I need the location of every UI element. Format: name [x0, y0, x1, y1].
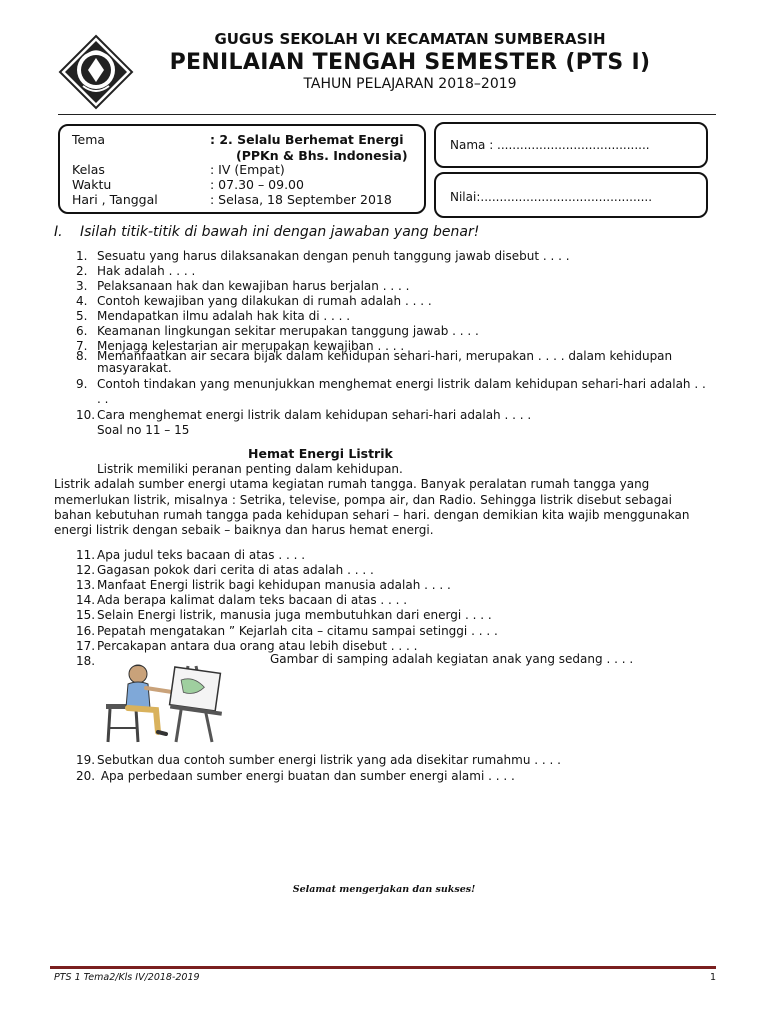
question-number: 7.: [76, 339, 88, 353]
section-heading: [54, 224, 479, 240]
question-text: Hak adalah . . . .: [97, 264, 196, 278]
question-item: [76, 408, 531, 422]
header-line-3: TAHUN PELAJARAN 2018–2019: [303, 76, 517, 92]
question-text: Mendapatkan ilmu adalah hak kita di . . . .: [97, 309, 351, 323]
page-number: 1: [710, 972, 717, 983]
question-item: [76, 324, 479, 338]
tema-value: : 2. Selalu Berhemat Energi: [210, 132, 404, 147]
question-item: [76, 769, 515, 783]
footer-left: PTS 1 Tema2/Kls IV/2018-2019: [54, 972, 200, 983]
question-item: [76, 309, 350, 323]
hari-value: : Selasa, 18 September 2018: [210, 192, 392, 207]
question-text: Sebutkan dua contoh sumber energi listrik yang ada disekitar rumahmu . . . .: [97, 753, 561, 767]
question-item: [76, 279, 409, 293]
waktu-value: : 07.30 – 09.00: [210, 177, 304, 192]
section-number: I.: [54, 224, 63, 240]
question-item: [76, 753, 561, 767]
question-item: [76, 654, 97, 668]
question-number: 3.: [76, 279, 88, 293]
question-number: 9.: [76, 377, 88, 391]
question-item: [76, 608, 492, 622]
question-text: Apa perbedaan sumber energi buatan dan sumber energi alami . . . .: [97, 768, 515, 783]
question-number: 15.: [76, 608, 96, 623]
question-text: Manfaat Energi listrik bagi kehidupan manusia adalah . . . .: [97, 578, 451, 593]
question-item: [76, 548, 305, 562]
question-text: Gagasan pokok dari cerita di atas adalah . . . .: [97, 563, 374, 578]
question-number: 10.: [76, 408, 96, 422]
question-number: 6.: [76, 324, 88, 338]
footer-divider: [50, 966, 716, 969]
question-number: 4.: [76, 294, 88, 308]
reading-line: Listrik adalah sumber energi utama kegiatan rumah tangga. Banyak peralatan rumah tangga yang: [54, 477, 650, 492]
question-number: 2.: [76, 264, 88, 278]
question-text: Pepatah mengatakan ” Kejarlah cita – citamu sampai setinggi . . . .: [97, 623, 498, 638]
question-item: [76, 624, 498, 638]
question-number: 1.: [76, 249, 88, 263]
question-item: [76, 249, 570, 263]
tema-label: Tema: [72, 132, 106, 147]
question-number: 5.: [76, 309, 88, 323]
question-number: 14.: [76, 593, 96, 608]
closing-note: Selamat mengerjakan dan sukses!: [292, 884, 476, 895]
kelas-value: : IV (Empat): [210, 162, 285, 177]
header-line-1: GUGUS SEKOLAH VI KECAMATAN SUMBERASIH: [214, 30, 606, 48]
question-number: 16.: [76, 623, 96, 638]
question-number: 12.: [76, 563, 96, 578]
question-number: 20.: [76, 768, 96, 783]
child-painting-illustration-icon: [100, 658, 230, 744]
waktu-label: Waktu: [72, 177, 112, 192]
nilai-field[interactable]: Nilai:.............................................: [434, 172, 708, 218]
question-item: [76, 639, 417, 653]
kelas-label: Kelas: [72, 162, 105, 177]
hari-label: Hari , Tanggal: [72, 192, 158, 207]
question-text: Contoh kewajiban yang dilakukan di rumah adalah . . . .: [97, 294, 432, 308]
nama-field[interactable]: Nama : ........................................: [434, 122, 708, 168]
question-text: Menjaga kelestarian air merupakan kewajiban . . . .: [97, 339, 405, 353]
q9-continuation: . .: [97, 392, 109, 406]
question-number: 8.: [76, 349, 88, 363]
question-item: [76, 264, 195, 278]
reading-line: Listrik memiliki peranan penting dalam kehidupan.: [97, 462, 403, 476]
question-text: Percakapan antara dua orang atau lebih disebut . . . .: [97, 638, 418, 653]
question-item: [76, 294, 432, 308]
question-text: Keamanan lingkungan sekitar merupakan tanggung jawab . . . .: [97, 324, 479, 338]
page-title: PENILAIAN TENGAH SEMESTER (PTS I): [169, 50, 651, 75]
question-item: [76, 563, 374, 577]
question-text: Pelaksanaan hak dan kewajiban harus berjalan . . . .: [97, 279, 410, 293]
question-text: Contoh tindakan yang menunjukkan menghemat energi listrik dalam kehidupan sehari-hari adalah . .: [97, 377, 706, 391]
section-title: Isilah titik-titik di bawah ini dengan jawaban yang benar!: [80, 224, 480, 240]
question-item: [76, 593, 407, 607]
q8-continuation: masyarakat.: [97, 361, 172, 375]
question-text: Sesuatu yang harus dilaksanakan dengan penuh tanggung jawab disebut . . . .: [97, 249, 570, 263]
question-number: 13.: [76, 578, 96, 593]
question-number: 11.: [76, 548, 96, 562]
question-text: Cara menghemat energi listrik dalam kehidupan sehari-hari adalah . . . .: [97, 408, 532, 422]
question-text: Selain Energi listrik, manusia juga membutuhkan dari energi . . . .: [97, 608, 492, 623]
question-number: 18.: [76, 653, 96, 668]
question-number: 19.: [76, 753, 96, 767]
header-divider: [58, 114, 716, 115]
question-text: Memanfaatkan air secara bijak dalam kehidupan sehari-hari, merupakan . . . . dalam kehidupan: [97, 349, 673, 363]
q18-text: Gambar di samping adalah kegiatan anak yang sedang . . . .: [270, 652, 634, 666]
question-item: [76, 377, 706, 391]
reading-line: memerlukan listrik, misalnya : Setrika, televise, pompa air, dan Radio. Sehingga listrik disebut sebagai: [54, 492, 672, 507]
question-item: [76, 578, 451, 592]
soal-note: Soal no 11 – 15: [97, 423, 190, 437]
reading-line: energi listrik dengan sebaik – baiknya dan harus hemat energi.: [54, 523, 434, 538]
tut-wuri-handayani-logo-icon: [58, 34, 134, 110]
question-text: Apa judul teks bacaan di atas . . . .: [97, 548, 306, 562]
question-number: 17.: [76, 638, 96, 653]
tema-value-2: (PPKn & Bhs. Indonesia): [236, 148, 408, 163]
reading-title: Hemat Energi Listrik: [248, 446, 393, 461]
question-text: Ada berapa kalimat dalam teks bacaan di atas . . . .: [97, 593, 408, 608]
reading-line: bahan kebutuhan rumah tangga pada kehidupan sehari – hari. dengan demikian kita wajib menggunakan: [54, 507, 690, 522]
